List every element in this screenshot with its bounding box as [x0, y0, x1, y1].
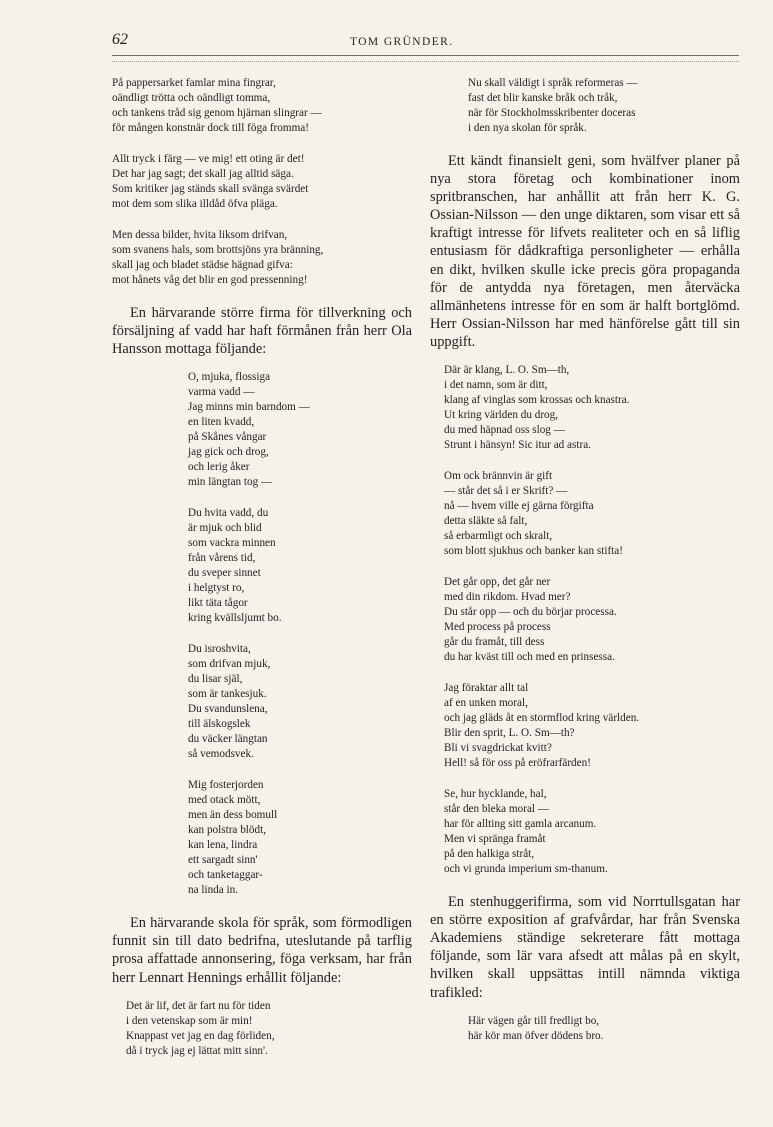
stanza	[444, 681, 740, 771]
gravestone-sign-poem	[430, 1014, 740, 1044]
poem-line: som är tankesjuk.	[188, 688, 267, 701]
poem-line: Du svandunslena,	[188, 703, 268, 716]
poem-line: i den nya skolan för språk.	[468, 122, 587, 134]
poem-line: likt täta tågor	[188, 597, 248, 610]
poem-line: Strunt i hänsyn! Sic itur ad astra.	[444, 439, 591, 452]
poem-line: för mången konstnär dock till föga fromma!	[112, 122, 309, 134]
stanza	[444, 787, 740, 877]
poem-line: så erbarmligt och skralt,	[444, 530, 553, 543]
poem-line: till älskogslek	[188, 718, 251, 731]
poem-line: oändligt trötta och oändligt tomma,	[112, 92, 271, 104]
poem-line: som blott sjukhus och banker kan stifta!	[444, 545, 623, 558]
poem-line: har för allting sitt gamla arcanum.	[444, 818, 597, 831]
stanza	[188, 642, 412, 762]
intro-poem	[112, 76, 412, 288]
poem-line: då i tryck jag ej lättat mitt sinn'.	[126, 1044, 268, 1057]
poem-line: står den bleka moral —	[444, 803, 550, 816]
poem-line: kan lena, lindra	[188, 839, 258, 852]
poem-line: Hell! så för oss på eröfrarfärden!	[444, 757, 591, 770]
poem-line: när för Stockholmsskribenter doceras	[468, 107, 636, 119]
page-number: 62	[112, 31, 128, 48]
running-head: TOM GRÜNDER.	[350, 36, 454, 48]
stanza	[112, 228, 412, 288]
poem-line: jag gick och drog,	[188, 446, 269, 459]
poem-line: Det är lif, det är fart nu för tiden	[126, 999, 271, 1012]
poem-line: na linda in.	[188, 884, 239, 897]
poem-line: Det går opp, det går ner	[444, 576, 551, 589]
poem-line: Det har jag sagt; det skall jag alltid säga.	[112, 168, 294, 180]
poem-line: Om ock brännvin är gift	[444, 470, 553, 483]
poem-line: i den vetenskap som är min!	[126, 1014, 253, 1027]
poem-line: du sveper sinnet	[188, 567, 261, 580]
language-reform-stanza	[430, 76, 740, 136]
poem-line: och tanketaggar-	[188, 869, 263, 882]
poem-line: Där är klang, L. O. Sm—th,	[444, 364, 570, 377]
poem-line: mot dem som slika illdåd öfva pläga.	[112, 198, 278, 210]
poem-line: detta släkte så falt,	[444, 515, 528, 528]
poem-line: Nu skall väldigt i språk reformeras —	[468, 77, 638, 89]
poem-line: Jag föraktar allt tal	[444, 682, 529, 695]
poem-line: Se, hur hycklande, hal,	[444, 788, 547, 801]
poem-line: Du hvita vadd, du	[188, 507, 269, 520]
poem-line: med otack mött,	[188, 794, 261, 807]
right-column	[430, 76, 740, 1060]
poem-line: en liten kvadd,	[188, 416, 255, 429]
poem-line: från vårens tid,	[188, 552, 256, 565]
paragraph-vadd-firm: En härvarande större firma för tillverkning och försäljning af vadd har haft förmånen från herr Ola Hansson mottaga följande:	[112, 305, 412, 358]
poem-line: Bli vi svagdrickat kvitt?	[444, 742, 552, 755]
poem-line: O, mjuka, flossiga	[188, 371, 271, 384]
poem-line: här kör man öfver dödens bro.	[468, 1029, 604, 1042]
poem-line: går du framåt, till dess	[444, 636, 545, 649]
poem-line: på den halkiga stråt,	[444, 848, 535, 861]
stanza	[188, 778, 412, 898]
poem-line: som drifvan mjuk,	[188, 658, 271, 671]
poem-line: varma vadd —	[188, 386, 255, 399]
poem-line: du har kväst till och med en prinsessa.	[444, 651, 615, 664]
poem-line: Med process på process	[444, 621, 551, 634]
stanza	[444, 575, 740, 665]
poem-line: Som kritiker jag ständs skall svänga svärdet	[112, 183, 309, 195]
spirits-poem	[430, 363, 740, 877]
poem-line: du med häpnad oss slog —	[444, 424, 565, 437]
poem-line: min längtan tog —	[188, 476, 273, 489]
left-column	[112, 76, 412, 1075]
paragraph-stonemason-firm: En stenhuggerifirma, som vid Norrtullsgatan har en större exposition af grafvårdar, har från Svenska Akademiens ständige sekreterare fått mottaga följande, som lär vara afsedt att målas på en skylt, hvilken skall uppsättas intill nämnda viktiga trafikled:	[430, 894, 740, 1001]
vadd-poem	[112, 370, 412, 898]
poem-line: som vackra minnen	[188, 537, 276, 550]
poem-line: och tankens tråd sig genom hjärnan slingrar —	[112, 107, 322, 119]
paragraph-language-school: En härvarande skola för språk, som förmodligen funnit sin till dato bedrifna, uteslutande på tarflig prosa affattade annonsering, föga verksam, har från herr Lennart Hennings erhållit följande:	[112, 915, 412, 986]
poem-line: Du isroshvita,	[188, 643, 251, 656]
poem-line: Blir den sprit, L. O. Sm—th?	[444, 727, 575, 740]
poem-line: Här vägen går till fredligt bo,	[468, 1014, 600, 1027]
poem-line: Allt tryck i färg — ve mig! ett oting är det!	[112, 153, 305, 165]
stanza	[444, 469, 740, 559]
poem-line: ett sargadt sinn'	[188, 854, 258, 867]
header-dotted-rule	[112, 61, 739, 62]
paragraph-spirits-genius: Ett kändt finansielt geni, som hvälfver planer på nya stora företag och kombinationer inom spritbranschen, har anhållit att från herr K. G. Ossian-Nilsson — den unge diktaren, som visar ett så kraftigt intresse för lifvets realiteter och en så liflig entusiasm för dådkraftiga personligheter — erhålla en dikt, hvilken skulle icke precis göra propaganda för de antydda nya företagen, men återväcka allmänhetens intresse för en som är halft bortglömd. Herr Ossian-Nilsson har med hänförelse gått till sin uppgift.	[430, 153, 740, 350]
poem-line: är mjuk och blid	[188, 522, 262, 535]
page-header	[0, 26, 773, 56]
poem-line: du lisar själ,	[188, 673, 243, 686]
poem-line: som svanens hals, som brottsjöns yra bränning,	[112, 244, 324, 256]
poem-line: fast det blir kanske bråk och tråk,	[468, 92, 618, 104]
stanza	[188, 370, 412, 490]
poem-line: af en unken moral,	[444, 697, 528, 710]
language-school-poem	[112, 999, 412, 1059]
poem-line: nå — hvem ville ej gärna förgifta	[444, 500, 594, 513]
poem-line: men än dess bomull	[188, 809, 278, 822]
poem-line: klang af vinglas som krossas och knastra.	[444, 394, 630, 407]
poem-line: Ut kring världen du drog,	[444, 409, 559, 422]
poem-line: Mig fosterjorden	[188, 779, 264, 792]
poem-line: Men vi spränga framåt	[444, 833, 546, 846]
poem-line: kring kvällsljumt bo.	[188, 612, 282, 625]
poem-line: Men dessa bilder, hvita liksom drifvan,	[112, 229, 288, 241]
poem-line: På pappersarket famlar mina fingrar,	[112, 77, 276, 89]
poem-line: och vi grunda imperium sm-thanum.	[444, 863, 608, 876]
stanza	[444, 363, 740, 453]
poem-line: kan polstra blödt,	[188, 824, 266, 837]
stanza	[188, 506, 412, 626]
poem-line: med din rikdom. Hvad mer?	[444, 591, 571, 604]
poem-line: på Skånes vångar	[188, 431, 267, 444]
poem-line: och jag gläds åt en stormflod kring världen.	[444, 712, 640, 725]
stanza	[112, 152, 412, 212]
poem-line: mot hånets våg det blir en god pressenning!	[112, 274, 308, 286]
poem-line: Du står opp — och du börjar processa.	[444, 606, 617, 619]
header-rule	[112, 55, 739, 56]
poem-line: Knappast vet jag en dag förliden,	[126, 1029, 275, 1042]
poem-line: så vemodsvek.	[188, 748, 254, 761]
stanza	[112, 76, 412, 136]
poem-line: i helgtyst ro,	[188, 582, 245, 595]
poem-line: Jag minns min barndom —	[188, 401, 310, 414]
poem-line: — står det så i er Skrift? —	[444, 485, 568, 498]
poem-line: och lerig åker	[188, 461, 250, 474]
poem-line: i det namn, som är ditt,	[444, 379, 548, 392]
poem-line: skall jag och bladet städse hägnad gifva:	[112, 259, 293, 271]
poem-line: du väcker längtan	[188, 733, 268, 746]
